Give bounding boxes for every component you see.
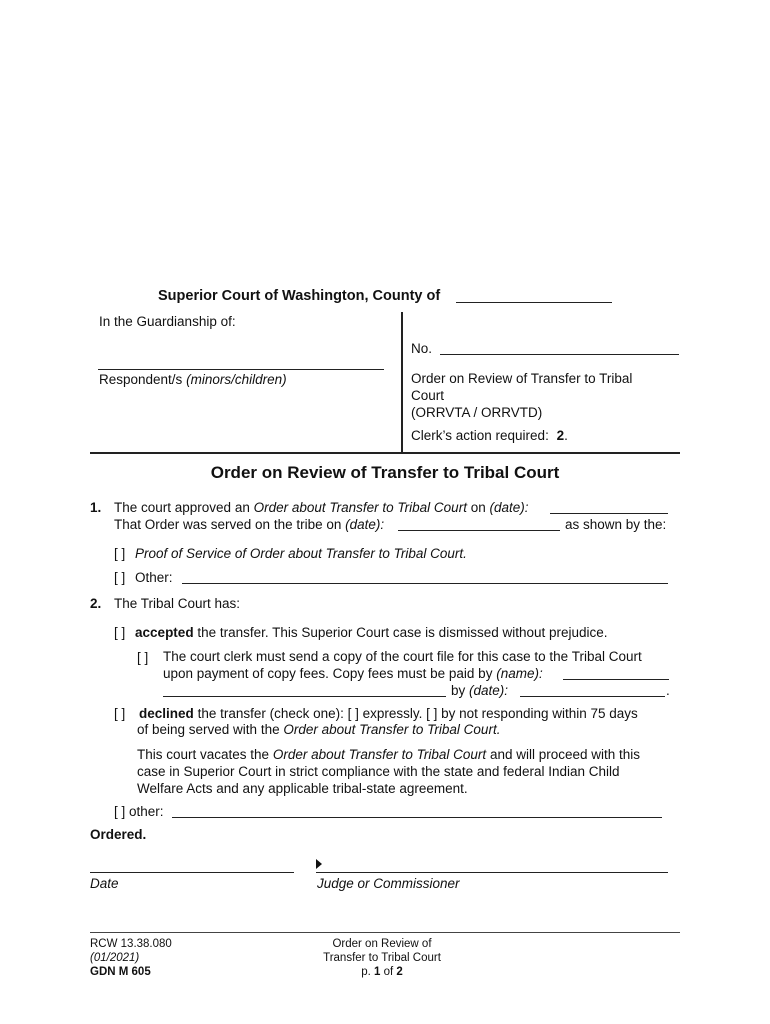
- footer-page-total: 2: [396, 966, 403, 978]
- s1-l2-b: (date):: [345, 517, 385, 532]
- s1-l1-c: on: [470, 500, 486, 515]
- footer-form-no: GDN M 605: [90, 966, 151, 978]
- declined-text: the transfer (check one): [ ] expressly. [ ] by not responding within 75 days: [197, 706, 638, 721]
- proof-checkbox[interactable]: [ ]: [114, 546, 126, 561]
- footer-page-p: p.: [361, 966, 371, 978]
- footer-page-num: 1: [373, 966, 381, 978]
- respondent-label: [99, 372, 287, 387]
- s1-l1-b: Order about Transfer to Tribal Court: [253, 500, 467, 515]
- footer-center: [282, 937, 482, 979]
- other-text: Other:: [135, 570, 173, 585]
- accepted-text: the transfer. This Superior Court case is dismissed without prejudice.: [197, 625, 608, 640]
- section2-other-text: other:: [129, 804, 164, 819]
- clerk-value: 2: [556, 428, 565, 443]
- accepted-option[interactable]: [114, 625, 608, 640]
- vac-l1-c: and will proceed with this: [489, 747, 641, 762]
- signature-arrow-icon: [315, 858, 323, 870]
- vac-l1-b: Order about Transfer to Tribal Court: [272, 747, 487, 762]
- section2-other-checkbox[interactable]: [ ]: [114, 804, 126, 819]
- document-title: Order on Review of Transfer to Tribal Court: [210, 463, 560, 482]
- clerk-copy-line1: The court clerk must send a copy of the court file for this case to the Tribal Court: [163, 649, 642, 664]
- cc-l3-end: .: [666, 683, 670, 698]
- section2-intro: The Tribal Court has:: [114, 596, 241, 611]
- payer-name-blank-2[interactable]: [163, 696, 446, 697]
- accepted-checkbox[interactable]: [ ]: [114, 625, 126, 640]
- cc-l2-b: (name):: [496, 666, 543, 681]
- accepted-bold: accepted: [135, 625, 194, 640]
- date-signature-line[interactable]: [90, 872, 294, 873]
- s1-l1-d: (date):: [489, 500, 529, 515]
- cc-l2-a: upon payment of copy fees. Copy fees must be paid by: [163, 666, 493, 681]
- vacate-paragraph: [137, 746, 640, 797]
- other-blank[interactable]: [182, 583, 668, 584]
- footer-center2: Transfer to Tribal Court: [323, 952, 441, 964]
- vacate-line3: Welfare Acts and any applicable tribal-state agreement.: [137, 781, 468, 796]
- vacate-line2: case in Superior Court in strict compliance with the state and federal Indian Child: [137, 764, 620, 779]
- s1-l2-a: That Order was served on the tribe on: [114, 517, 342, 532]
- footer-left: [90, 937, 172, 979]
- clerk-copy-option[interactable]: [137, 649, 148, 666]
- caption-bottom-rule: [90, 452, 680, 454]
- section1-line1: [114, 500, 529, 515]
- dec-l2-b: Order about Transfer to Tribal Court.: [283, 722, 501, 737]
- caption-divider: [401, 312, 403, 452]
- section2-other-blank[interactable]: [172, 817, 662, 818]
- s1-l1-a: The court approved an: [114, 500, 250, 515]
- section2-number: 2.: [90, 596, 102, 611]
- served-date-blank[interactable]: [398, 530, 560, 531]
- footer-rev: (01/2021): [90, 952, 140, 964]
- vac-l1-a: This court vacates the: [137, 747, 270, 762]
- respondent-name-blank[interactable]: [98, 369, 384, 370]
- vacate-line1: [137, 746, 640, 763]
- approved-date-blank[interactable]: [550, 513, 668, 514]
- declined-bold: declined: [139, 706, 194, 721]
- respondent-label-text: Respondent/s: [99, 372, 183, 387]
- section1-line2: [114, 517, 384, 532]
- footer-page: [282, 965, 482, 979]
- section2-other-option[interactable]: [114, 804, 164, 819]
- other-checkbox[interactable]: [ ]: [114, 570, 126, 585]
- clerk-copy-checkbox[interactable]: [ ]: [137, 650, 149, 665]
- county-blank[interactable]: [456, 302, 612, 303]
- order-title-line1: Order on Review of Transfer to Tribal: [411, 371, 633, 386]
- case-no-blank[interactable]: [440, 354, 679, 355]
- pay-date-blank[interactable]: [520, 696, 665, 697]
- footer-page-of: of: [383, 966, 394, 978]
- proof-text: Proof of Service of Order about Transfer to Tribal Court.: [135, 546, 467, 561]
- case-no-label: No.: [411, 341, 433, 356]
- clerk-label: Clerk’s action required:: [411, 428, 549, 443]
- clerk-copy-line3: [451, 683, 508, 698]
- ordered-label: Ordered.: [90, 827, 147, 842]
- judge-signature-line[interactable]: [316, 872, 668, 873]
- s1-l2-c: as shown by the:: [565, 517, 667, 532]
- footer-rcw: RCW 13.38.080: [90, 938, 172, 950]
- declined-checkbox[interactable]: [ ]: [114, 706, 126, 721]
- order-codes: (ORRVTA / ORRVTD): [411, 405, 543, 420]
- clerk-action: [411, 428, 568, 443]
- judge-label: Judge or Commissioner: [317, 876, 460, 891]
- order-title-caption: [411, 370, 632, 404]
- date-label: Date: [90, 876, 119, 891]
- section1-number: 1.: [90, 500, 102, 515]
- clerk-end: .: [564, 428, 568, 443]
- footer-center1: Order on Review of: [332, 938, 432, 950]
- guardianship-label: In the Guardianship of:: [99, 314, 236, 329]
- dec-l2-a: of being served with the: [137, 722, 280, 737]
- court-title-text: Superior Court of Washington, County of: [158, 288, 441, 304]
- other-option[interactable]: [114, 570, 173, 585]
- court-title: [158, 288, 440, 304]
- declined-line2: [137, 722, 500, 737]
- declined-option[interactable]: [114, 706, 638, 721]
- payer-name-blank[interactable]: [563, 679, 669, 680]
- cc-l3-b: (date):: [469, 683, 509, 698]
- footer-rule: [90, 932, 680, 933]
- proof-option[interactable]: [114, 546, 467, 561]
- respondent-note: (minors/children): [186, 372, 287, 387]
- clerk-copy-line2: [163, 666, 543, 681]
- order-title-line2: Court: [411, 388, 445, 403]
- cc-l3-a: by: [451, 683, 466, 698]
